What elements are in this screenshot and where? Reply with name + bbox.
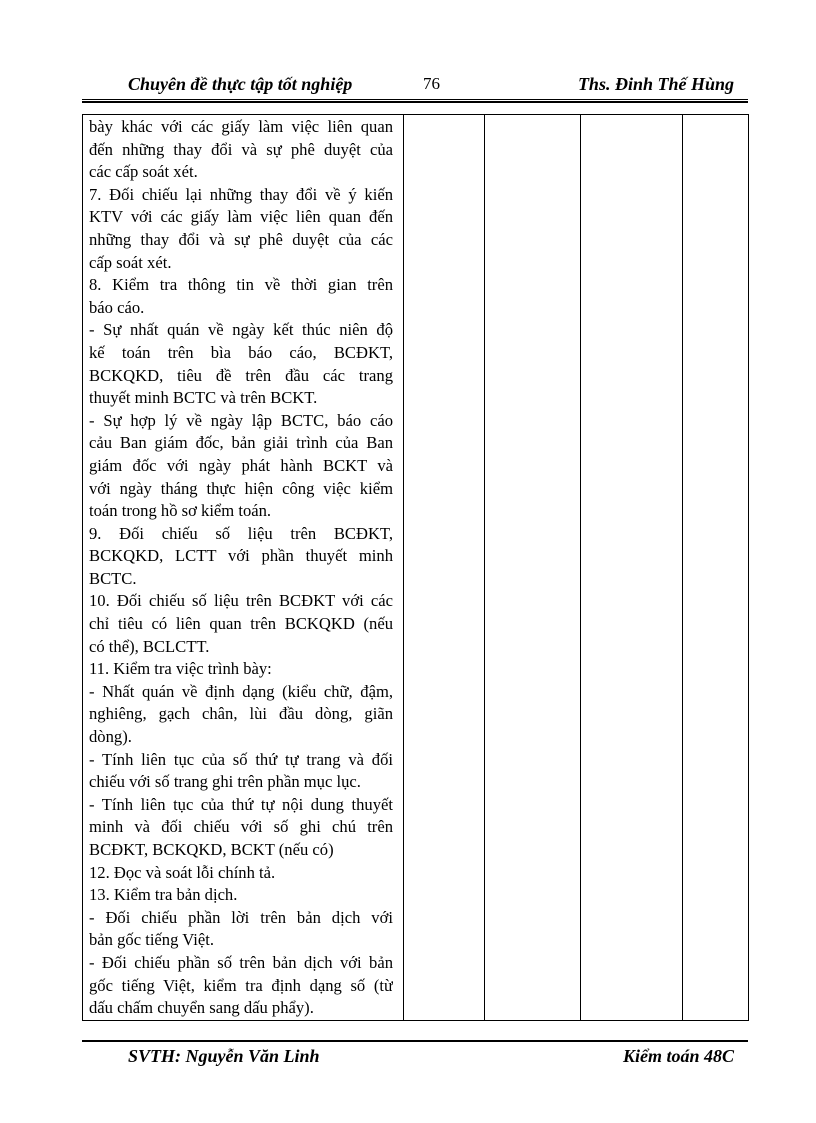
text-line: báo cáo.	[89, 297, 145, 317]
text-line: toán trong hồ sơ kiểm toán.	[89, 501, 272, 521]
text-line: BCTC.	[89, 568, 137, 588]
empty-cell	[485, 115, 581, 1021]
text-line: 7. Đối chiếu lại những thay đổi về ý kiến	[89, 184, 393, 204]
text-line: chiếu với số trang ghi trên phần mục lục.	[89, 772, 361, 792]
text-line: - Đối chiếu phần lời trên bản dịch với	[89, 907, 393, 927]
text-line: - Sự nhất quán về ngày kết thúc niên độ	[89, 320, 393, 340]
text-line: đến những thay đổi và sự phê duyệt của	[89, 139, 393, 159]
text-line: 12. Đọc và soát lỗi chính tả.	[89, 862, 276, 882]
text-line: 10. Đối chiếu số liệu trên BCĐKT với các	[89, 591, 393, 611]
text-line: với ngày tháng thực hiện công việc kiểm	[89, 478, 393, 498]
text-line: có thể), BCLCTT.	[89, 636, 210, 656]
text-line: dòng).	[89, 727, 132, 747]
header-divider	[82, 99, 748, 103]
text-line: chỉ tiêu có liên quan trên BCKQKD (nếu	[89, 614, 393, 634]
text-line: dấu chấm chuyển sang dấu phẩy).	[89, 998, 314, 1018]
page-footer	[128, 1046, 734, 1070]
author-name: Ths. Đinh Thế Hùng	[577, 74, 734, 94]
text-line: nghiêng, gạch chân, lùi đầu dòng, giãn	[89, 704, 393, 724]
text-line: - Sự hợp lý về ngày lập BCTC, báo cáo	[89, 410, 393, 430]
page-header	[128, 74, 734, 98]
text-line: 13. Kiểm tra bản dịch.	[89, 885, 238, 905]
text-line: thuyết minh BCTC và trên BCKT.	[89, 388, 318, 408]
page-number: 76	[423, 74, 440, 93]
student-name: SVTH: Nguyễn Văn Linh	[128, 1046, 320, 1066]
text-line: cảu Ban giám đốc, bản giải trình của Ban	[89, 433, 393, 453]
table-row	[83, 115, 749, 1021]
text-line: bày khác với các giấy làm việc liên quan	[89, 117, 393, 136]
text-line: BCĐKT, BCKQKD, BCKT (nếu có)	[89, 840, 334, 859]
department-name: Kiểm toán 48C	[622, 1046, 734, 1066]
audit-checklist-table	[82, 114, 749, 1021]
text-line: minh và đối chiếu với số ghi chú trên	[89, 817, 393, 837]
text-line: 9. Đối chiếu số liệu trên BCĐKT,	[89, 523, 393, 543]
footer-divider	[82, 1040, 748, 1042]
empty-cell	[683, 115, 749, 1021]
text-line: - Tính liên tục của số thứ tự trang và đối	[89, 749, 393, 769]
empty-cell	[581, 115, 683, 1021]
text-line: kế toán trên bìa báo cáo, BCĐKT,	[89, 342, 393, 362]
text-line: BCKQKD, LCTT với phần thuyết minh	[89, 546, 393, 566]
text-line: - Đối chiếu phần số trên bản dịch với bản	[89, 952, 393, 972]
text-line: gốc tiếng Việt, kiểm tra định dạng số (từ	[89, 975, 393, 995]
text-line: cấp soát xét.	[89, 252, 172, 272]
text-line: - Nhất quán về định dạng (kiểu chữ, đậm,	[89, 681, 393, 701]
text-line: 8. Kiểm tra thông tin về thời gian trên	[89, 275, 393, 295]
procedure-description-cell	[83, 115, 404, 1021]
text-line: 11. Kiểm tra việc trình bày:	[89, 659, 272, 679]
empty-cell	[404, 115, 485, 1021]
text-line: KTV với các giấy làm việc liên quan đến	[89, 207, 393, 227]
text-line: các cấp soát xét.	[89, 162, 198, 182]
text-line: - Tính liên tục của thứ tự nội dung thuyết	[89, 794, 393, 814]
text-line: BCKQKD, tiêu đề trên đầu các trang	[89, 365, 393, 385]
text-line: những thay đổi và sự phê duyệt của các	[89, 229, 393, 249]
document-title: Chuyên đề thực tập tốt nghiệp	[128, 74, 353, 94]
text-line: giám đốc với ngày phát hành BCKT và	[89, 455, 393, 475]
text-line: bản gốc tiếng Việt.	[89, 930, 214, 950]
